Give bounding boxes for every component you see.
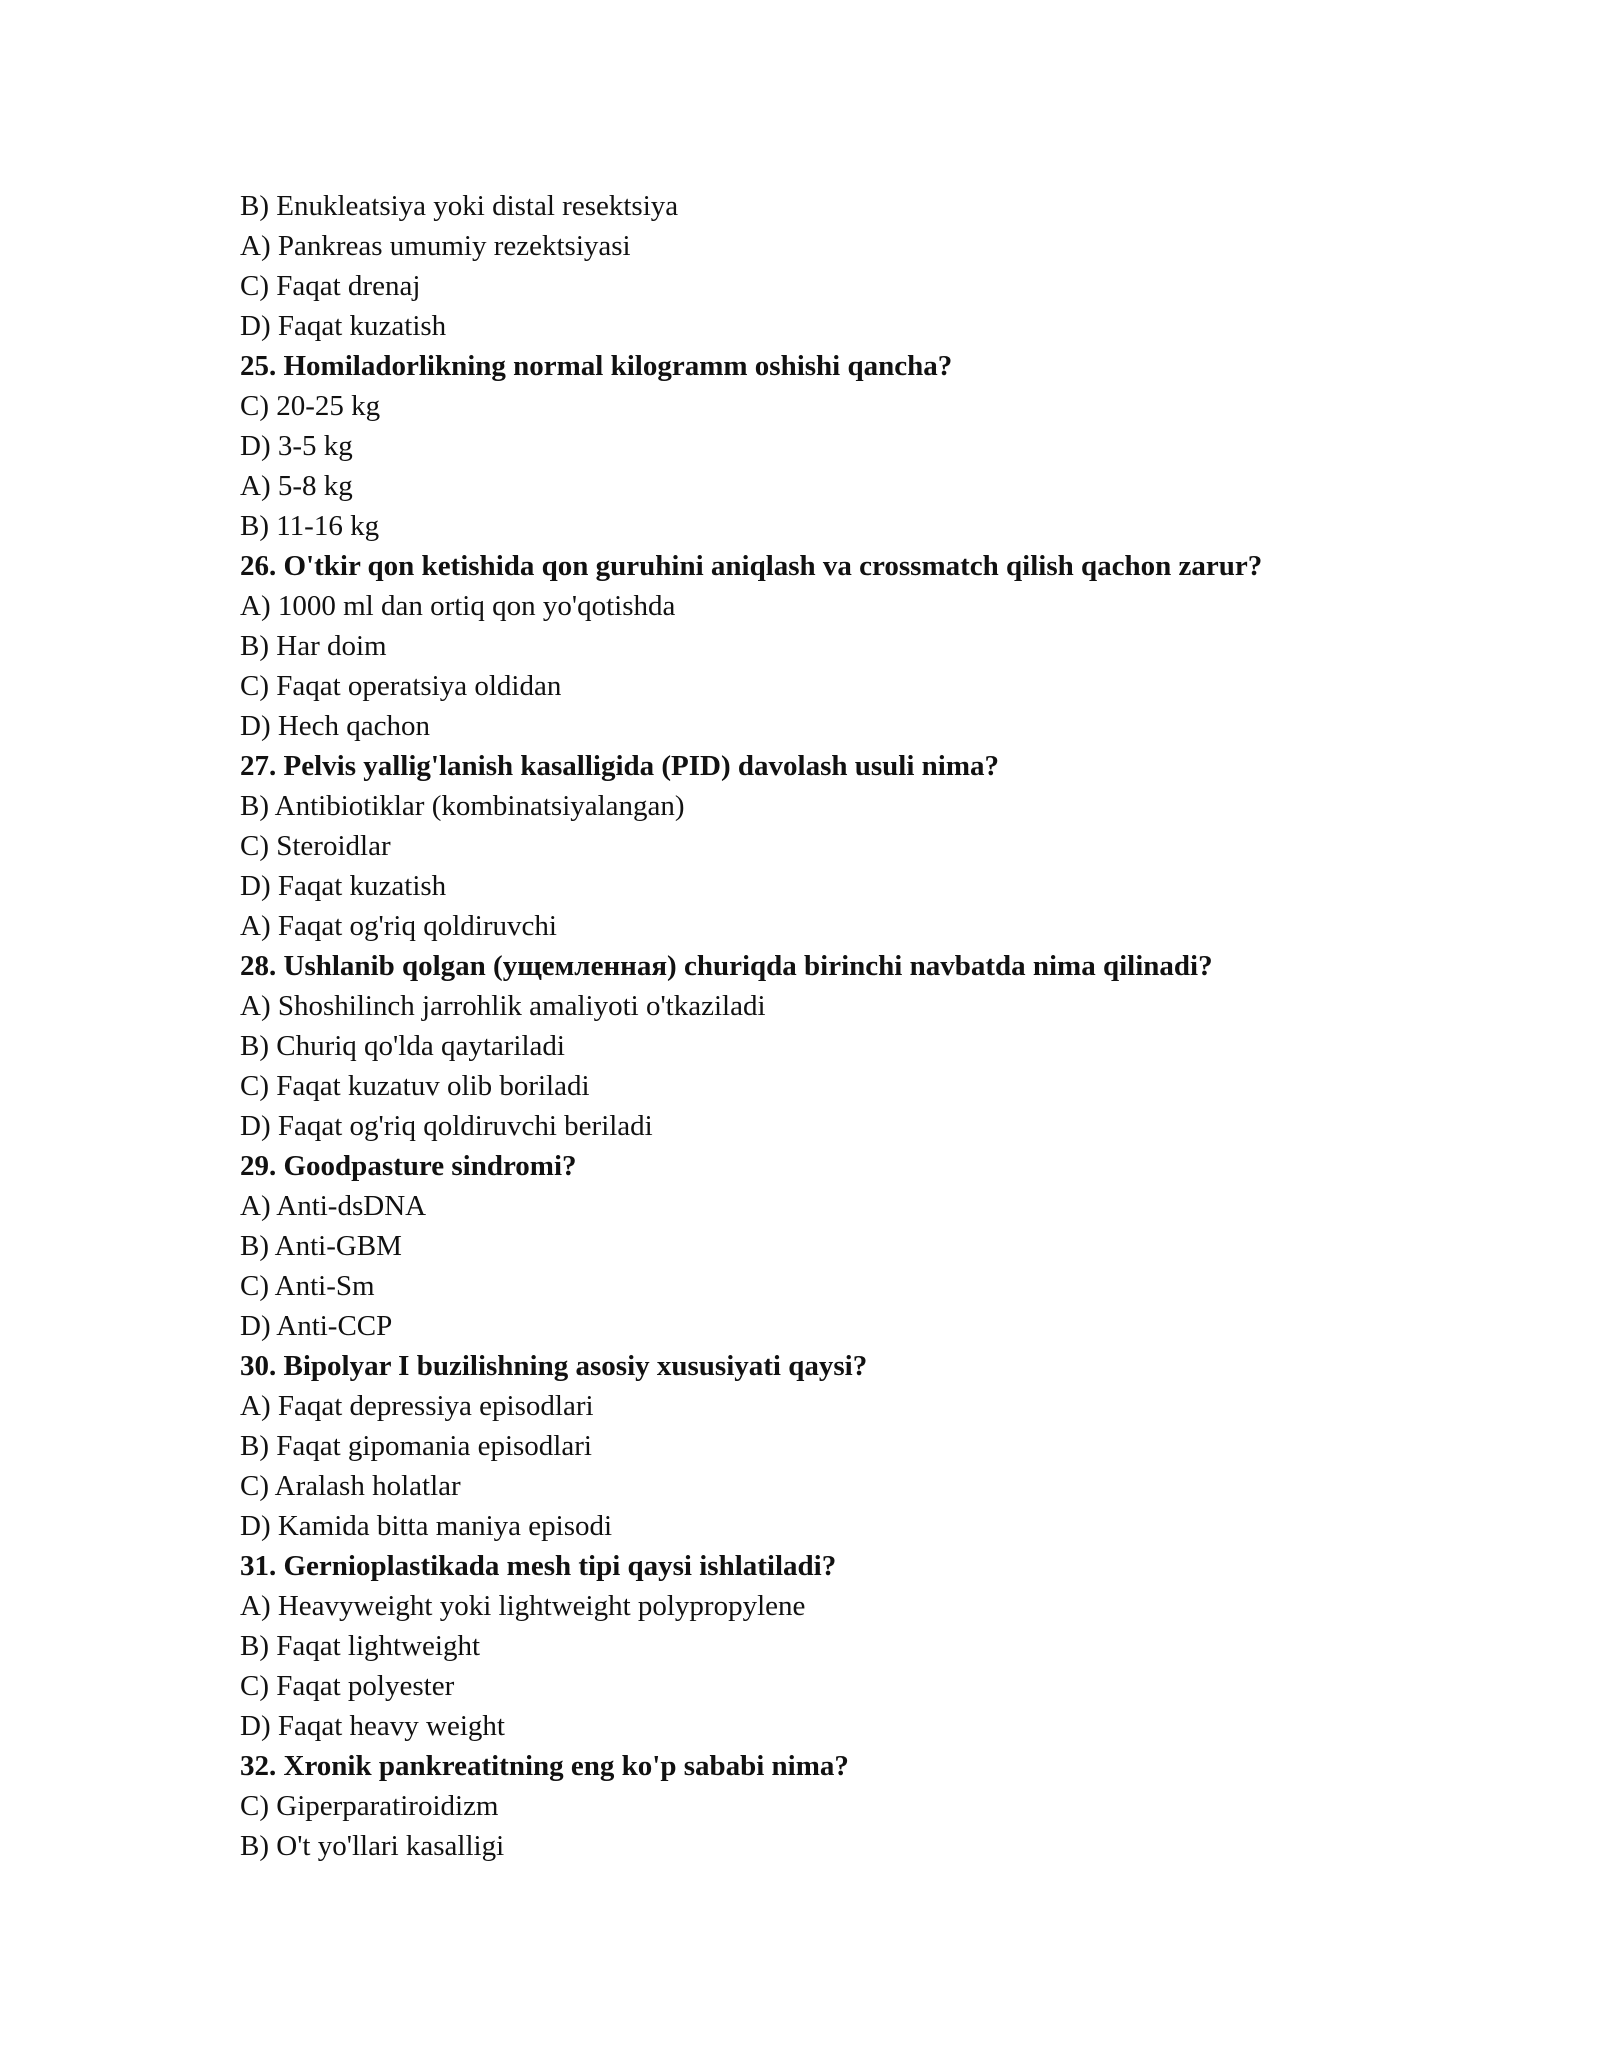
answer-option: C) Faqat kuzatuv olib boriladi <box>240 1070 590 1102</box>
answer-option: A) Pankreas umumiy rezektsiyasi <box>240 230 631 262</box>
answer-option: C) Faqat drenaj <box>240 270 421 302</box>
answer-option: A) Faqat og'riq qoldiruvchi <box>240 910 557 942</box>
answer-option: B) Faqat lightweight <box>240 1630 481 1662</box>
question-text: 28. Ushlanib qolgan (ущемленная) churiqda birinchi navbatda nima qilinadi? <box>240 950 1213 982</box>
answer-option: A) Faqat depressiya episodlari <box>240 1390 594 1422</box>
question-text: 32. Xronik pankreatitning eng ko'p sababi nima? <box>240 1750 849 1782</box>
answer-option: B) Enukleatsiya yoki distal resektsiya <box>240 190 679 222</box>
answer-option: C) 20-25 kg <box>240 390 381 422</box>
answer-option: C) Faqat operatsiya oldidan <box>240 670 562 702</box>
answer-option: D) Kamida bitta maniya episodi <box>240 1510 613 1542</box>
answer-option: D) Faqat kuzatish <box>240 310 447 342</box>
answer-option: D) Faqat kuzatish <box>240 870 447 902</box>
answer-option: C) Steroidlar <box>240 830 391 862</box>
answer-option: A) Heavyweight yoki lightweight polypropylene <box>240 1590 806 1622</box>
answer-option: D) Faqat og'riq qoldiruvchi beriladi <box>240 1110 653 1142</box>
answer-option: C) Faqat polyester <box>240 1670 455 1702</box>
answer-option: A) Anti-dsDNA <box>240 1190 427 1222</box>
answer-option: D) 3-5 kg <box>240 430 353 462</box>
answer-option: B) O't yo'llari kasalligi <box>240 1830 505 1862</box>
answer-option: D) Faqat heavy weight <box>240 1710 505 1742</box>
question-text: 25. Homiladorlikning normal kilogramm oshishi qancha? <box>240 350 953 382</box>
question-text: 27. Pelvis yallig'lanish kasalligida (PID) davolash usuli nima? <box>240 750 999 782</box>
answer-option: C) Anti-Sm <box>240 1270 375 1302</box>
answer-option: B) Har doim <box>240 630 387 662</box>
answer-option: A) 5-8 kg <box>240 470 353 502</box>
question-text: 29. Goodpasture sindromi? <box>240 1150 577 1182</box>
answer-option: B) Anti-GBM <box>240 1230 402 1262</box>
document-body <box>240 186 1440 1866</box>
answer-option: C) Giperparatiroidizm <box>240 1790 499 1822</box>
answer-option: D) Hech qachon <box>240 710 431 742</box>
answer-option: A) 1000 ml dan ortiq qon yo'qotishda <box>240 590 676 622</box>
answer-option: C) Aralash holatlar <box>240 1470 461 1502</box>
answer-option: A) Shoshilinch jarrohlik amaliyoti o'tkaziladi <box>240 990 766 1022</box>
answer-option: B) Faqat gipomania episodlari <box>240 1430 592 1462</box>
answer-option: D) Anti-CCP <box>240 1310 393 1342</box>
answer-option: B) 11-16 kg <box>240 510 380 542</box>
answer-option: B) Antibiotiklar (kombinatsiyalangan) <box>240 790 685 822</box>
question-text: 31. Gernioplastikada mesh tipi qaysi ishlatiladi? <box>240 1550 837 1582</box>
question-text: 26. O'tkir qon ketishida qon guruhini aniqlash va crossmatch qilish qachon zarur? <box>240 550 1263 582</box>
question-text: 30. Bipolyar I buzilishning asosiy xususiyati qaysi? <box>240 1350 868 1382</box>
answer-option: B) Churiq qo'lda qaytariladi <box>240 1030 565 1062</box>
